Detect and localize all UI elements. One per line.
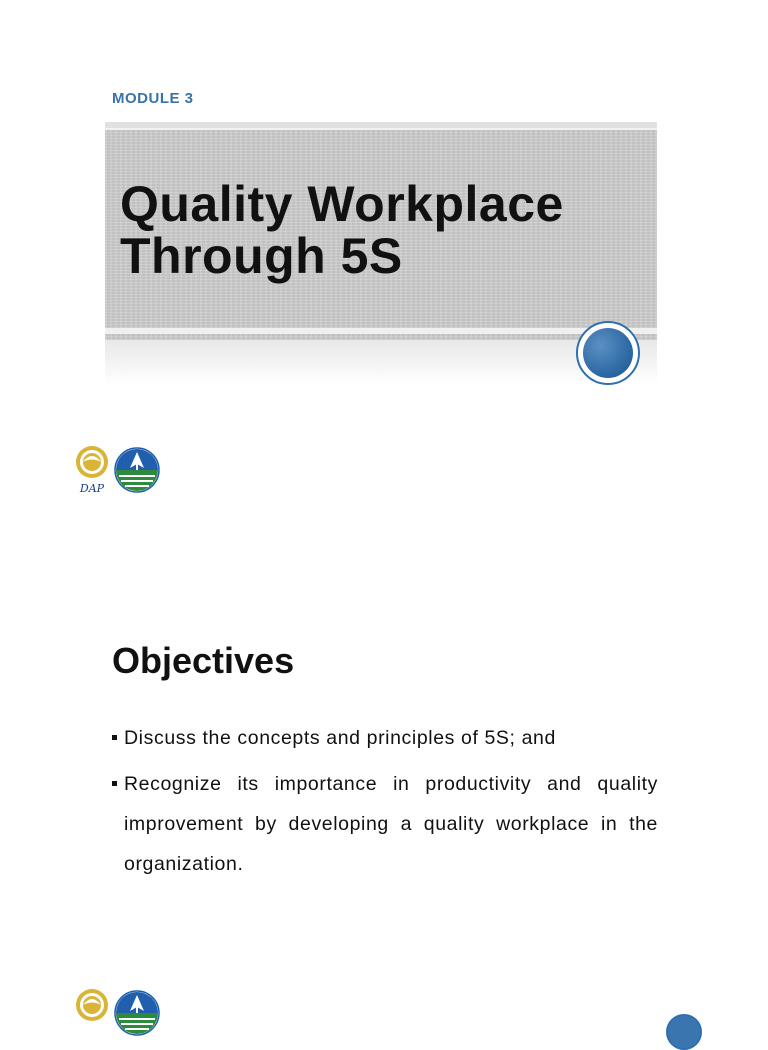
logo-group (72, 988, 164, 1040)
objectives-heading: Objectives (112, 640, 295, 681)
list-item (112, 718, 658, 758)
dap-logo-text: DAP (79, 482, 105, 495)
logo-group (72, 445, 164, 497)
list-item (112, 764, 658, 884)
objective-text: Recognize its importance in productivity and quality improvement by developing a quality workplace in the organization. (124, 773, 658, 875)
slide-title-line-1: Quality Workplace (120, 176, 564, 232)
denr-logo-icon (114, 447, 160, 493)
slide-title-line-2: Through 5S (120, 228, 403, 284)
decorative-circle-badge (576, 321, 640, 385)
slide-title (120, 178, 640, 282)
circle-badge-fill (583, 328, 633, 378)
module-label: MODULE 3 (112, 90, 194, 107)
objective-text: Discuss the concepts and principles of 5S; and (124, 727, 556, 749)
dap-logo-icon (72, 988, 112, 1040)
square-bullet-icon (112, 735, 117, 740)
objectives-list (112, 718, 658, 884)
objectives-slide (0, 560, 768, 1024)
denr-logo-icon (114, 990, 160, 1036)
dap-logo-icon (72, 445, 112, 497)
square-bullet-icon (112, 781, 117, 786)
title-slide (0, 0, 768, 520)
title-band-reflection (105, 340, 657, 385)
decorative-circle-badge (666, 1014, 702, 1050)
